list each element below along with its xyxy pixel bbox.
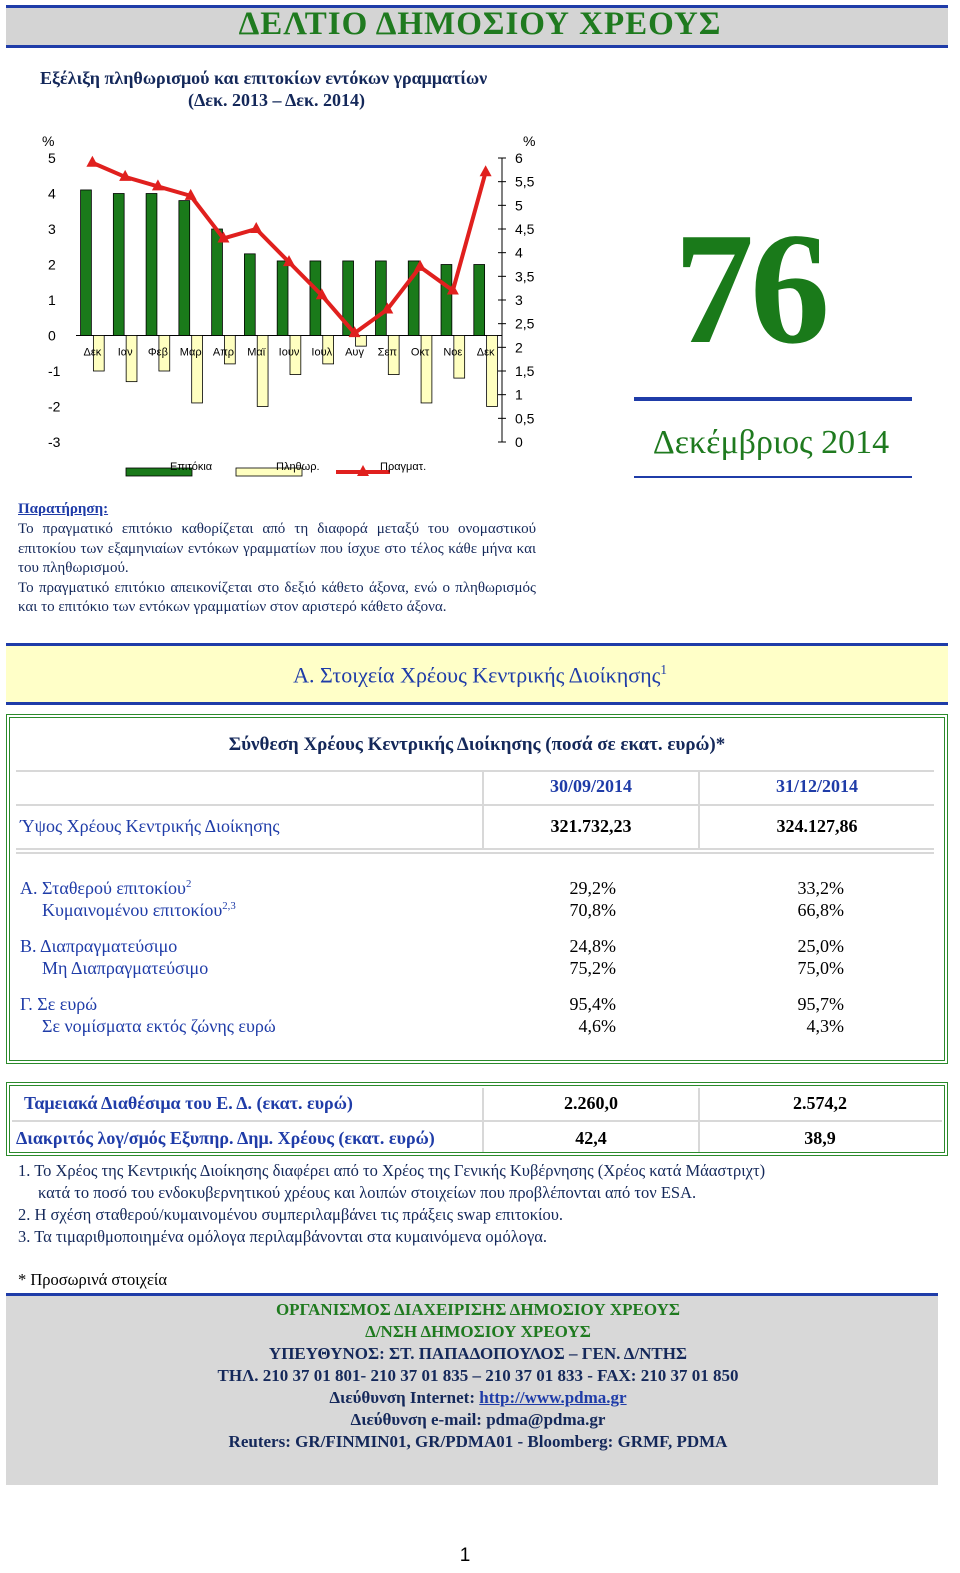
total-debt-q3: 321.732,23 [550,816,632,836]
month-label: Μαρ [179,346,202,359]
right-tick-label: 0,5 [515,410,535,427]
footnote-2: 2. Η σχέση σταθερού/κυμαινομένου συμπεριλαμβάνει τις πράξεις swap επιτοκίου. [18,1205,564,1224]
footnote-1a: 1. Το Χρέος της Κεντρικής Διοίκησης διαφέρει από το Χρέος της Γενικής Κυβέρνησης (Χρέος κατά Μάαστριχτ) [18,1161,766,1180]
right-tick-label: 5,5 [515,173,535,190]
note-paragraph-2: Το πραγματικό επιτόκιο απεικονίζεται στο δεξιό κάθετο άξονα, ενώ ο πληθωρισμός και το επιτόκιο των εντόκων γραμματίων στον αριστερό κάθετο άξονα. [18,579,536,615]
composition-row-label-text: Β. Διαπραγματεύσιμο [20,936,178,956]
right-tick-label: 2,5 [515,315,535,332]
total-debt-q4: 324.127,86 [776,816,858,836]
left-tick-label: 3 [48,221,56,237]
real-rate-marker [250,222,262,233]
org-directorate: Δ/ΝΣΗ ΔΗΜΟΣΙΟΥ ΧΡΕΟΥΣ [365,1322,591,1341]
left-axis-unit: % [42,133,55,149]
composition-row-value-v1: 70,8% [569,900,616,920]
right-tick-label: 0 [515,434,523,450]
issue-month: Δεκέμβριος 2014 [652,424,890,461]
org-web-label: Διεύθυνση Internet: [329,1388,480,1407]
left-tick-label: 0 [48,327,56,344]
note-body [18,520,536,618]
month-label: Αυγ [345,346,364,359]
provisional-note: * Προσωρινά στοιχεία [18,1270,167,1289]
chart-subtitle-line1: Εξέλιξη πληθωρισμού και επιτοκίων εντόκων γραμματίων [40,68,488,88]
rate-bar [179,201,190,336]
rate-bar [146,194,157,336]
cash-q3: 2.260,0 [564,1093,618,1113]
left-tick-label: 2 [48,256,56,273]
right-tick-label: 6 [515,150,523,166]
issue-month-underline [634,476,912,478]
right-tick-label: 4,5 [515,221,535,237]
right-tick-label: 1,5 [515,363,535,379]
legend-rate-label: Επιτόκια [170,461,213,473]
month-label: Ιουν [278,346,300,359]
month-label: Ιουλ [311,346,333,359]
month-label: Οκτ [410,346,430,359]
composition-row-value-v1: 24,8% [569,936,616,956]
page-title: ΔΕΛΤΙΟ ΔΗΜΟΣΙΟΥ ΧΡΕΟΥΣ [238,6,722,42]
maturity-q3: 42,4 [575,1128,607,1148]
issue-number: 76 [674,199,826,377]
rate-bar [113,194,124,336]
composition-row-value-v1: 4,6% [578,1016,616,1036]
section-a-title [0,662,960,688]
org-reuters-bloomberg: Reuters: GR/FINMIN01, GR/PDMA01 - Bloomberg: GRMF, PDMA [228,1432,728,1451]
composition-row-label-text: Γ. Σε ευρώ [20,994,98,1014]
composition-row-footnote-ref: 2,3 [222,900,236,912]
column-header-q3: 30/09/2014 [549,776,632,796]
right-tick-label: 5 [515,197,523,214]
composition-row-value-v1: 29,2% [569,878,616,898]
rate-bar [212,229,223,336]
composition-row-label-text: Μη Διαπραγματεύσιμο [42,958,209,978]
right-axis-unit: % [523,133,536,149]
right-tick-label: 1 [515,386,523,403]
left-tick-label: -3 [48,434,61,450]
org-responsible: ΥΠΕΥΘΥΝΟΣ: ΣΤ. ΠΑΠΑΔΟΠΟΥΛΟΣ – ΓΕΝ. Δ/ΝΤΗΣ [268,1344,688,1363]
composition-row-label [42,1016,276,1037]
month-label: Φεβ [147,346,168,359]
footnote-3: 3. Τα τιμαριθμοποιημένα ομόλογα περιλαμβάνονται στα κυμαινόμενα ομόλογα. [18,1227,548,1246]
composition-title: Σύνθεση Χρέους Κεντρικής Διοίκησης (ποσά σε εκατ. ευρώ)* [228,734,726,755]
composition-row-label-text: Κυμαινομένου επιτοκίου [42,900,223,920]
right-tick-label: 4 [515,244,523,261]
month-label: Σεπ [377,346,397,359]
month-label: Δεκ [83,346,102,359]
chart-subtitle-line2: (Δεκ. 2013 – Δεκ. 2014) [188,90,365,110]
composition-row-footnote-ref: 2 [185,878,192,890]
left-tick-label: 1 [48,292,56,308]
left-tick-label: 5 [48,150,56,166]
column-header-q4: 31/12/2014 [775,776,858,796]
month-label: Νοε [443,346,463,359]
section-a-footnote-ref: 1 [660,662,667,677]
page-number: 1 [459,1545,471,1566]
note-heading: Παρατήρηση: [18,501,109,517]
org-phones: ΤΗΛ. 210 37 01 801- 210 37 01 835 – 210 37 01 833 - FAX: 210 37 01 850 [217,1366,739,1385]
composition-row-label [42,900,236,921]
left-tick-label: 4 [48,185,56,202]
composition-row-label [42,958,208,979]
composition-row-label [20,994,97,1015]
month-label: Ιαν [117,346,133,359]
cash-table [6,1082,948,1156]
real-rate-marker [480,165,492,176]
composition-row-value-v2: 95,7% [797,994,844,1014]
composition-row-value-v2: 33,2% [797,878,844,898]
legend-inflation-label: Πληθωρ. [276,461,320,473]
issue-divider [634,397,912,401]
maturity-q4: 38,9 [804,1128,836,1148]
composition-row-value-v2: 66,8% [797,900,844,920]
composition-row-value-v2: 75,0% [797,958,844,978]
org-web-link[interactable]: http://www.pdma.gr [479,1388,627,1407]
month-label: Μαϊ [247,346,266,359]
composition-row-label [20,936,177,957]
organization-footer [6,1293,938,1485]
rate-bar [375,261,386,336]
right-tick-label: 3,5 [515,268,535,285]
org-name: ΟΡΓΑΝΙΣΜΟΣ ΔΙΑΧΕΙΡΙΣΗΣ ΔΗΜΟΣΙΟΥ ΧΡΕΟΥΣ [275,1300,681,1319]
left-tick-label: -1 [48,363,61,379]
note-paragraph-1: Το πραγματικό επιτόκιο καθορίζεται από τη διαφορά μεταξύ του ονομαστικού επιτοκίου των εξαμηνιαίων εντόκων γραμματίων που ίσχυε στο τέλος κάθε μήνα και του πληθωρισμού. [18,521,536,576]
debt-composition-table [6,714,948,1064]
cash-label: Ταμειακά Διαθέσιμα του Ε. Δ. (εκατ. ευρώ) [24,1093,353,1113]
left-tick-label: -2 [48,398,61,415]
org-web [6,1388,950,1408]
inflation-bar [126,336,137,382]
interest-inflation-chart [0,120,560,490]
composition-row-value-v2: 25,0% [797,936,844,956]
rate-bar [441,265,452,336]
legend-real-label: Πραγματ. [380,461,427,473]
composition-row-label-text: Σε νομίσματα εκτός ζώνης ευρώ [42,1016,276,1036]
maturity-label: Διακριτός λογ/σμός Εξυπηρ. Δημ. Χρέους (εκατ. ευρώ) [16,1128,435,1148]
rate-bar [277,261,288,336]
total-debt-label: Ύψος Χρέους Κεντρικής Διοίκησης [20,816,280,836]
month-label: Δεκ [476,346,495,359]
composition-row-value-v1: 75,2% [569,958,616,978]
month-label: Απρ [212,346,235,359]
composition-row-value-v2: 4,3% [806,1016,844,1036]
rate-bar [474,265,485,336]
real-rate-marker [86,156,98,167]
rate-bar [244,254,255,336]
section-a-title-text: Α. Στοιχεία Χρέους Κεντρικής Διοίκησης [293,662,661,688]
cash-q4: 2.574,2 [793,1093,847,1113]
composition-row-label [20,878,191,899]
composition-row-label-text: Α. Σταθερού επιτοκίου [20,878,186,898]
footnote-1b: κατά το ποσό του ενδοκυβερνητικού χρέους και λοιπών στοιχείων που προβλέπονται από τον ESA. [38,1183,697,1202]
right-tick-label: 2 [515,339,523,356]
org-email: Διεύθυνση e-mail: pdma@pdma.gr [350,1410,606,1429]
rate-bar [81,190,92,336]
composition-row-value-v1: 95,4% [569,994,616,1014]
right-tick-label: 3 [515,292,523,308]
